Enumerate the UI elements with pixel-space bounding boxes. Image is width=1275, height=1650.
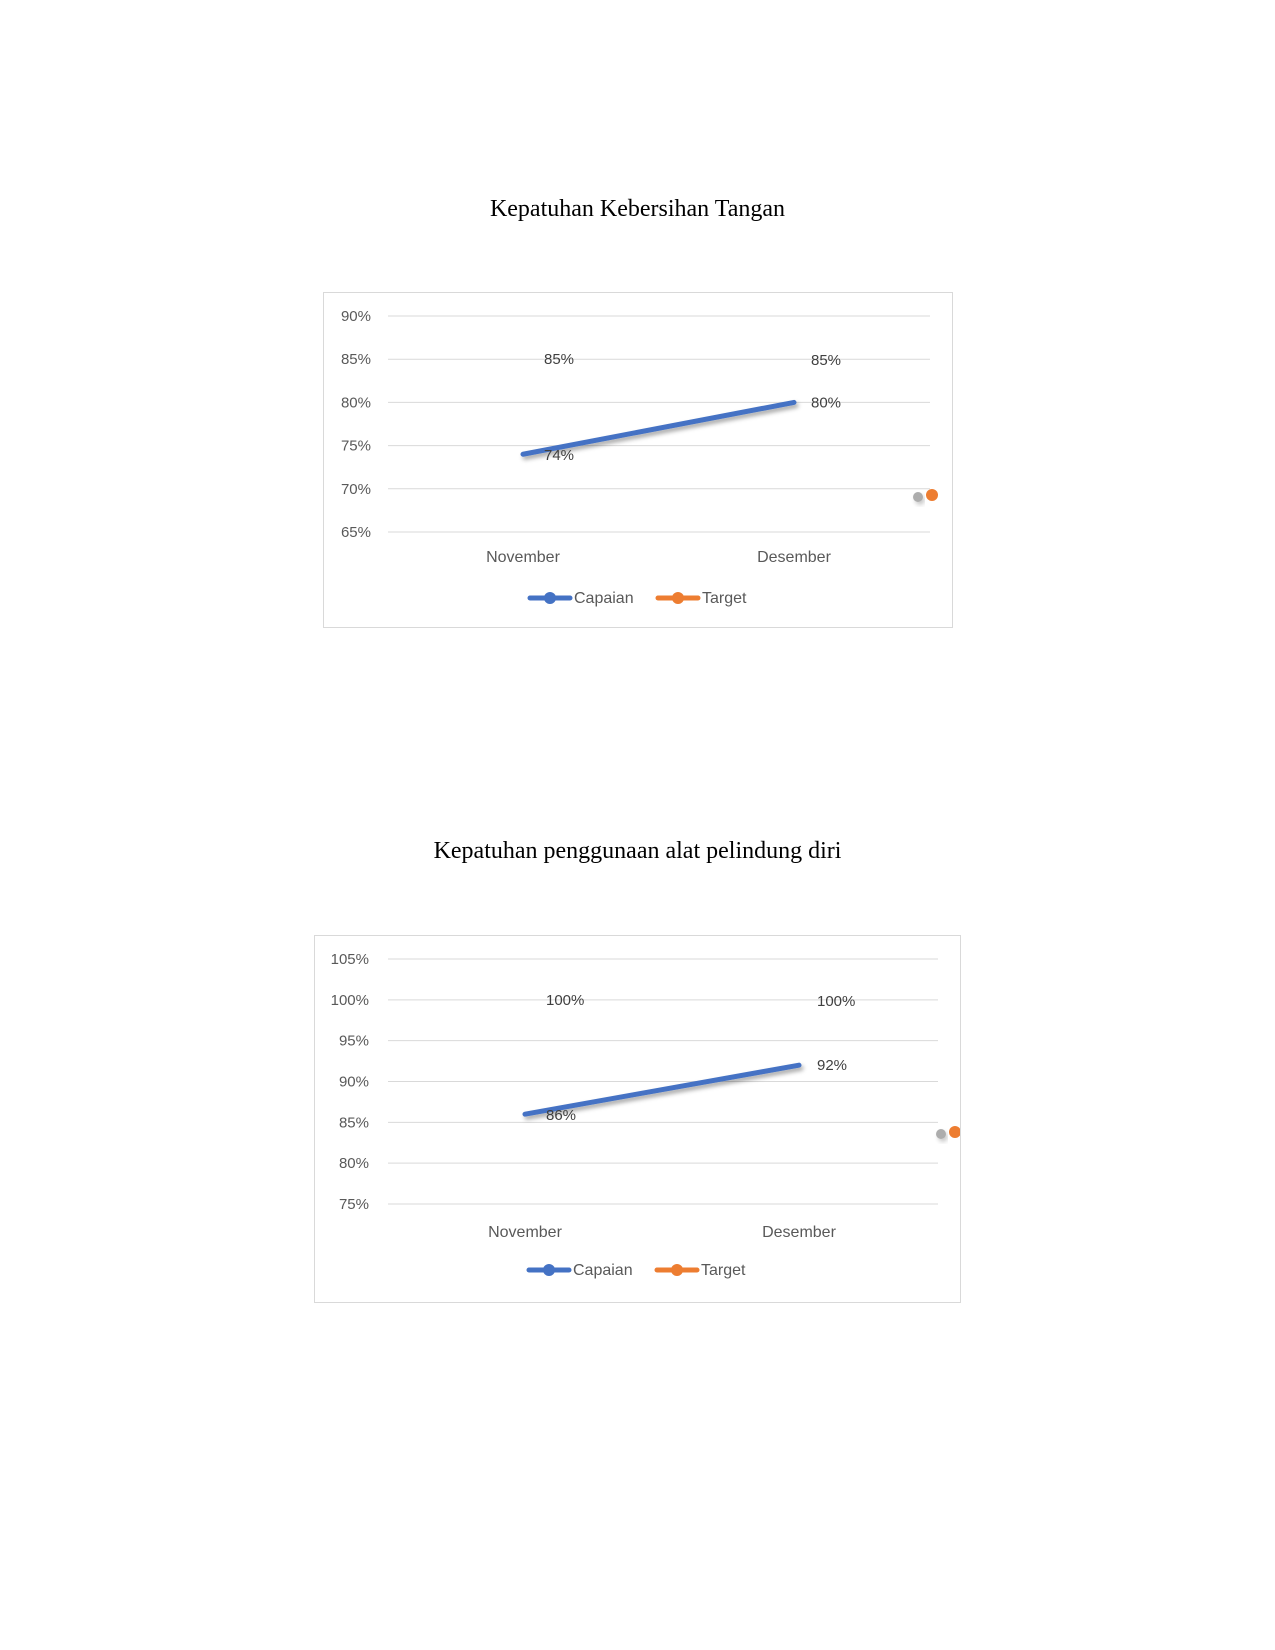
data-label: 80% [811, 394, 842, 412]
chart-title-hand-hygiene: Kepatuhan Kebersihan Tangan [489, 196, 786, 222]
legend-marker-capaian [543, 1264, 555, 1276]
stray-marker [926, 489, 938, 501]
x-tick-label: Desember [757, 549, 831, 566]
data-label: 100% [546, 991, 585, 1009]
x-tick-label: Desember [762, 1224, 836, 1241]
legend-label-capaian: Capaian [573, 1262, 633, 1279]
legend-label-capaian: Capaian [574, 590, 634, 607]
stray-marker-shadow [936, 1129, 946, 1139]
data-label: 85% [811, 352, 842, 370]
data-label: 100% [817, 992, 856, 1010]
chart-hand-hygiene [323, 292, 953, 628]
legend-label-target: Target [702, 590, 747, 607]
y-tick-label: 75% [338, 1196, 369, 1213]
chart-svg-hand-hygiene [324, 293, 952, 627]
data-label: 74% [544, 447, 575, 465]
y-tick-label: 85% [338, 1114, 369, 1132]
y-tick-label: 75% [340, 437, 371, 455]
y-tick-label: 80% [338, 1155, 369, 1173]
legend-marker-target [672, 592, 684, 604]
data-label: 92% [817, 1057, 848, 1075]
x-tick-label: November [488, 1224, 562, 1241]
y-tick-label: 95% [338, 1032, 369, 1050]
y-tick-label: 80% [340, 394, 371, 412]
y-tick-label: 100% [330, 991, 369, 1009]
y-tick-label: 70% [340, 480, 371, 498]
chart-svg-ppe [315, 936, 960, 1302]
y-tick-label: 90% [340, 308, 371, 325]
data-label: 85% [544, 351, 575, 369]
stray-marker-shadow [913, 492, 923, 502]
chart-ppe [314, 935, 961, 1303]
y-tick-label: 85% [340, 351, 371, 369]
x-tick-label: November [486, 549, 560, 566]
y-tick-label: 90% [338, 1073, 369, 1091]
y-tick-label: 105% [330, 951, 369, 968]
data-label: 86% [546, 1107, 577, 1125]
legend-label-target: Target [701, 1262, 746, 1279]
chart-title-ppe: Kepatuhan penggunaan alat pelindung diri [433, 838, 842, 864]
y-tick-label: 65% [340, 524, 371, 541]
stray-marker [949, 1126, 960, 1138]
legend-marker-capaian [544, 592, 556, 604]
legend-marker-target [671, 1264, 683, 1276]
